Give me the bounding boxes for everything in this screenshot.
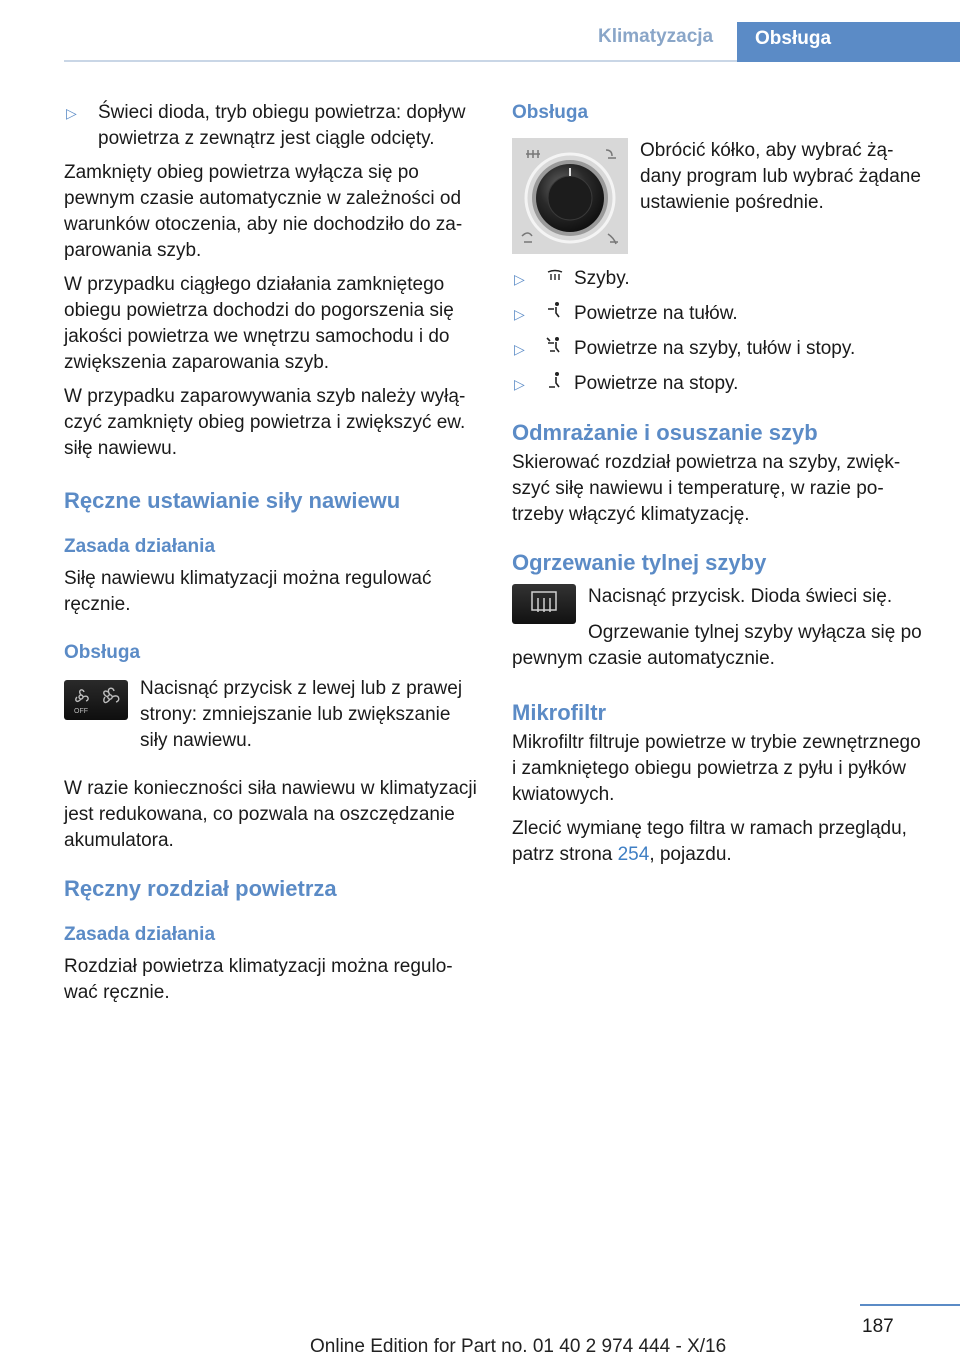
fan-speed-icon — [64, 680, 128, 720]
page-reference-link[interactable]: 254 — [617, 844, 650, 865]
fan-off-label: OFF — [74, 708, 88, 715]
rear-window-defrost-icon — [512, 584, 576, 624]
bullet-triangle-icon: ▷ — [514, 306, 525, 322]
bullet-text: Świeci dioda, tryb obiegu powietrza: dopływ powietrza z zewnątrz jest ciągle odcięty. — [98, 102, 466, 149]
paragraph: W przypadku ciągłego działania zamkniętego obiegu powietrza dochodzi do pogorszenia się jakości powietrza we wnętrzu samochodu i do zwiększenia zaparowania szyb. — [64, 274, 454, 373]
mode-label: Powietrze na tułów. — [574, 303, 738, 324]
paragraph: Skierować rozdział powietrza na szyby, zwiększyć siłę nawiewu i temperaturę, w razie potrzeby włączyć klimatyzację. — [512, 452, 901, 525]
header-section-label: Klimatyzacja — [598, 26, 714, 47]
footer-rule — [860, 1304, 960, 1306]
subsection-heading: Zasada działania — [64, 536, 216, 557]
paragraph: W razie konieczności siła nawiewu w klimatyzacji jest redukowana, co pozwala na oszczędzanie akumulatora. — [64, 778, 477, 851]
mode-label: Powietrze na stopy. — [574, 373, 739, 394]
service-text-end: , pojazdu. — [649, 844, 732, 865]
rear-window-heating-button-image — [512, 584, 576, 624]
air-distribution-dial-image — [512, 138, 628, 254]
paragraph: Rozdział powietrza klimatyzacji można regulować ręcznie. — [64, 956, 453, 1003]
list-item — [512, 371, 928, 398]
subsection-heading: Obsługa — [512, 102, 589, 123]
air-distribution-dial-row — [512, 138, 928, 254]
bullet-triangle-icon: ▷ — [514, 376, 525, 392]
list-item — [512, 266, 928, 293]
mode-label: Szyby. — [574, 268, 630, 289]
page-number: 187 — [862, 1316, 894, 1337]
header-active-tab: Obsługa — [737, 22, 960, 62]
section-heading: Ręczne ustawianie siły nawiewu — [64, 488, 401, 513]
list-item — [512, 301, 928, 328]
windshield-icon — [546, 267, 564, 293]
edition-footer: Online Edition for Part no. 01 40 2 974 444 - X/16 — [310, 1336, 727, 1357]
rotary-knob-icon — [512, 138, 628, 254]
subsection-heading: Obsługa — [64, 642, 141, 663]
mode-label: Powietrze na szyby, tułów i stopy. — [574, 338, 856, 359]
paragraph: Siłę nawiewu klimatyzacji można regulować ręcznie. — [64, 568, 432, 615]
fan-control-row — [64, 676, 478, 754]
list-item — [64, 100, 478, 152]
feet-icon — [546, 371, 564, 398]
service-text: Zlecić wymianę tego filtra w ramach przeglądu, patrz strona — [512, 818, 907, 865]
section-heading: Odmrażanie i osuszanie szyb — [512, 420, 818, 445]
paragraph: Obrócić kółko, aby wybrać żądany program lub wybrać żądane ustawienie pośrednie. — [640, 140, 921, 213]
section-heading: Ogrzewanie tylnej szyby — [512, 550, 767, 575]
list-item — [512, 336, 928, 363]
paragraph: Nacisnąć przycisk z lewej lub z prawej strony: zmniejszanie lub zwiększanie siły nawiewu. — [140, 678, 463, 751]
fan-speed-button-image — [64, 680, 128, 720]
bullet-triangle-icon: ▷ — [66, 105, 77, 121]
paragraph — [512, 816, 928, 868]
rear-window-heating-row — [512, 584, 928, 624]
paragraph: W przypadku zaparowywania szyb należy wyłączyć zamknięty obieg powietrza i zwiększyć ew. siłę nawiewu. — [64, 386, 466, 459]
section-heading: Mikrofiltr — [512, 700, 607, 725]
subsection-heading: Zasada działania — [64, 924, 216, 945]
windshield-body-feet-icon — [546, 336, 564, 363]
bullet-triangle-icon: ▷ — [514, 341, 525, 357]
paragraph: Zamknięty obieg powietrza wyłącza się po pewnym czasie automatycznie w zależności od warunków otoczenia, aby nie dochodziło do zaparowania szyb. — [64, 162, 463, 261]
paragraph: Ogrzewanie tylnej szyby wyłącza się po pewnym czasie automatycznie. — [512, 622, 922, 669]
section-heading: Ręczny rozdział powietrza — [64, 876, 337, 901]
upper-body-icon — [546, 301, 564, 328]
left-column — [64, 100, 478, 1014]
paragraph: Nacisnąć przycisk. Dioda świeci się. — [588, 586, 893, 607]
right-column — [512, 100, 928, 876]
paragraph: Mikrofiltr filtruje powietrze w trybie zewnętrznego i zamkniętego obiegu powietrza z pyłu i pyłków kwiatowych. — [512, 732, 921, 805]
bullet-triangle-icon: ▷ — [514, 271, 525, 287]
